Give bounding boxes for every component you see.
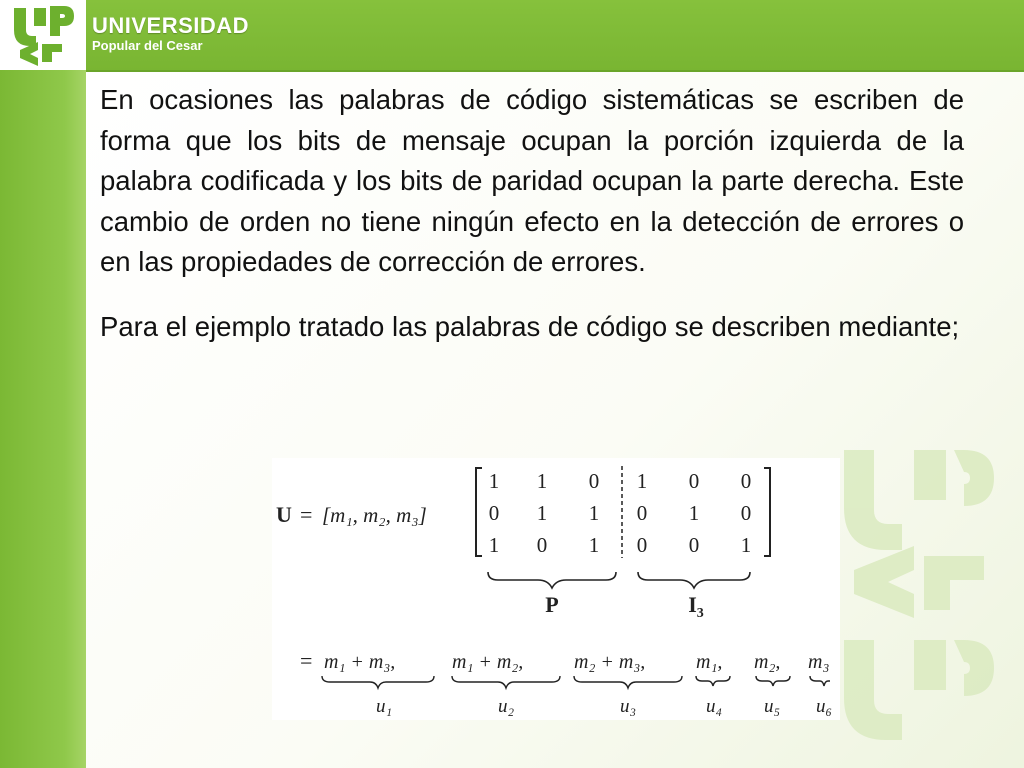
matrix-cell: 1 (688, 501, 700, 525)
result-term: m₁ + m₂, (452, 651, 524, 673)
result-labels (376, 696, 832, 717)
matrix-cell: 1 (536, 501, 548, 525)
generator-matrix-formula (272, 458, 840, 720)
matrix-cell: 1 (636, 469, 648, 493)
matrix-cell: 0 (488, 501, 500, 525)
matrix-entries (489, 469, 752, 557)
brace-p (488, 572, 616, 588)
matrix-cell: 0 (688, 533, 700, 557)
left-sidebar-band (0, 70, 86, 768)
result-term: m₂, (754, 651, 781, 673)
matrix-cell: 1 (488, 469, 500, 493)
result-label: u₁ (375, 696, 393, 717)
matrix-cell: 1 (488, 533, 500, 557)
result-label: u₂ (497, 696, 515, 717)
formula-lhs-vector: [m₁, m₂, m₃] (322, 503, 427, 527)
matrix-cell: 1 (536, 469, 548, 493)
brace-i3-label: $I_3$ (688, 592, 704, 621)
brace-p-label: P (545, 592, 559, 617)
result-label: u₆ (815, 696, 833, 717)
matrix-cell: 0 (688, 469, 700, 493)
matrix-cell: 1 (588, 533, 600, 557)
matrix-cell: 1 (588, 501, 600, 525)
matrix-cell: 0 (636, 533, 648, 557)
matrix-left-bracket (476, 468, 482, 556)
formula-lhs-u: U (276, 502, 292, 527)
result-term: m₁ + m₃, (324, 651, 396, 673)
brand-title: UNIVERSIDAD (92, 13, 250, 38)
result-term: m₁, (696, 651, 723, 673)
result-terms (324, 651, 829, 673)
result-term: m₂ + m₃, (574, 651, 646, 673)
matrix-cell: 0 (740, 469, 752, 493)
brace-i3 (638, 572, 750, 588)
brand-wordmark (92, 14, 249, 54)
upc-logo-icon (0, 0, 86, 70)
matrix-cell: 0 (636, 501, 648, 525)
paragraph-1: En ocasiones las palabras de código sistemáticas se escriben de forma que los bits de mensaje ocupan la porción izquierda de la palabra codificada y los bits de paridad ocupan la parte derecha. Este cambio de orden no tiene ningún efecto en la detección de errores o en las propiedades de corrección de errores. (100, 84, 964, 277)
matrix-right-bracket (764, 468, 770, 556)
result-term: m₃ (808, 651, 830, 673)
result-braces (322, 676, 830, 688)
result-label: u₃ (619, 696, 637, 717)
watermark-logo-icon (824, 440, 1004, 765)
result-label: u₅ (763, 696, 781, 717)
matrix-cell: 1 (740, 533, 752, 557)
formula-lhs-eq: = (300, 502, 313, 527)
matrix-cell: 0 (536, 533, 548, 557)
brand-subtitle: Popular del Cesar (92, 38, 203, 53)
slide-body (100, 80, 964, 371)
matrix-cell: 0 (588, 469, 600, 493)
paragraph-2: Para el ejemplo tratado las palabras de código se describen mediante; (100, 310, 960, 342)
result-eq: = (300, 648, 313, 673)
result-label: u₄ (705, 696, 723, 717)
matrix-cell: 0 (740, 501, 752, 525)
